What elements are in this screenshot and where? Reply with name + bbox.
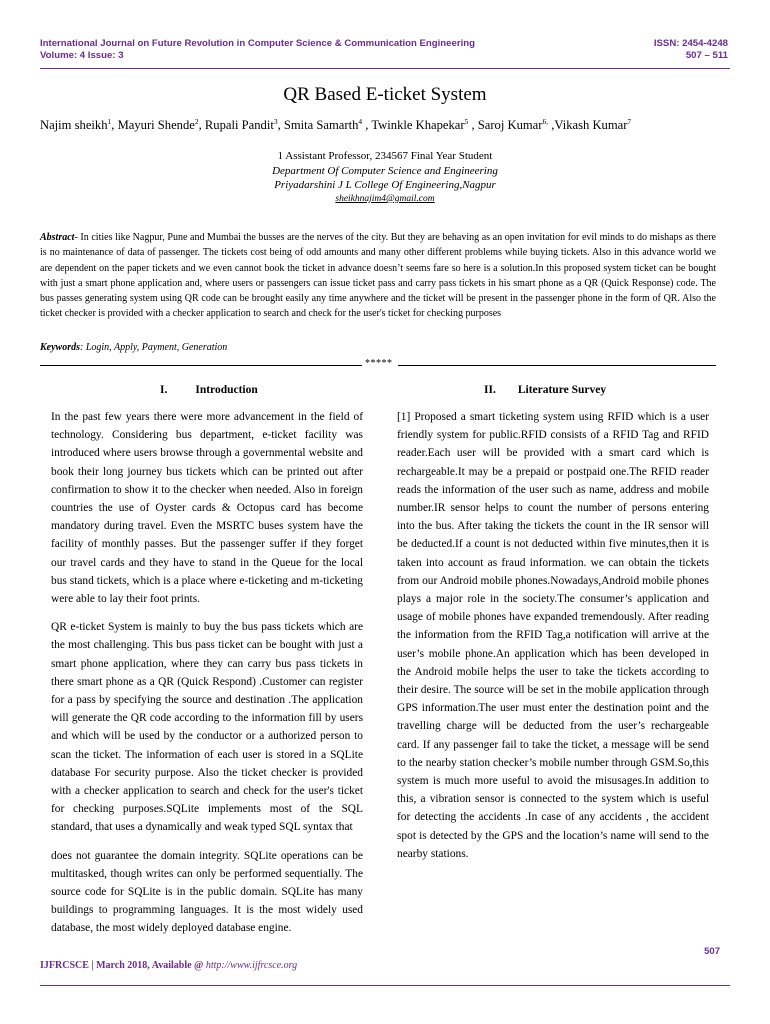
author-separator: , bbox=[277, 118, 284, 133]
section-separator bbox=[40, 359, 716, 371]
journal-issn-block bbox=[654, 38, 728, 62]
separator-stars: ***** bbox=[365, 358, 393, 369]
section-title: Introduction bbox=[195, 384, 258, 396]
author-name: Vikash Kumar bbox=[554, 118, 628, 133]
journal-volume: Volume: 4 Issue: 3 bbox=[40, 50, 124, 61]
department: Department Of Computer Science and Engineering bbox=[272, 165, 498, 177]
introduction-body bbox=[51, 408, 363, 948]
footer bbox=[40, 960, 297, 971]
author-separator: , bbox=[111, 118, 118, 133]
footer-rule bbox=[40, 985, 730, 986]
literature-survey-body bbox=[397, 408, 709, 873]
journal-name: International Journal on Future Revolution in Computer Science & Communication Engineering bbox=[40, 38, 475, 49]
author-separator: , bbox=[548, 118, 555, 133]
abstract-text: In cities like Nagpur, Pune and Mumbai the busses are the nerves of the city. But they are behaving as an open invitation for evil minds to do mishaps as there is no maintenance of data of passenger. The tickets cost being of odd amounts and many other different problems while buying tickets. Also in this advance world we are dependent on the paper tickets and we even cannot book the ticket in advance doesn’t seems fare so here is a solution.In this proposed system ticket can be bought with just a smart phone application and, where users or passengers can issue ticket pass and carry pass tickets in his smart phone as a QR (Quick Response) code. The bus passes generating system using QR code can be brought easily any time anywhere and the ticket will be present in the passenger phone in the form of QR. Also the ticket checker is provided with a checker application to search and check for the user's ticket for checking purposes bbox=[40, 232, 716, 320]
author-superscript: 6, bbox=[542, 117, 549, 126]
author-roles: 1 Assistant Professor, 234567 Final Year Student bbox=[277, 150, 493, 162]
author-separator: , bbox=[362, 118, 372, 133]
paper-title: QR Based E-ticket System bbox=[283, 84, 487, 105]
page-number: 507 bbox=[704, 946, 720, 957]
author-superscript: 2 bbox=[194, 117, 199, 126]
section-title: Literature Survey bbox=[517, 384, 607, 396]
keywords bbox=[40, 342, 227, 353]
journal-header bbox=[40, 38, 475, 62]
author-superscript: 3 bbox=[273, 117, 278, 126]
author-superscript: 5 bbox=[464, 117, 469, 126]
author bbox=[40, 118, 118, 132]
author-superscript: 7 bbox=[627, 117, 632, 126]
separator-line-left bbox=[40, 365, 362, 366]
author-name: Najim sheikh bbox=[40, 118, 108, 133]
author-name: Mayuri Shende bbox=[117, 118, 195, 133]
paragraph: QR e-ticket System is mainly to buy the bus pass tickets which are the most challenging. This bus pass ticket can be bought with just a smart phone application, where they can carry bus pass tickets in there smart phone as a QR (Quick Respond) .Customer can register for a pass by specifying the source and destination .The application will generate the QR code according to the information fill by users and which will be used by the conductor or a authorized person to scan the ticket. The information of each user is stored in a SQLite database For security purpose. Also the ticket checker is provided with a checker application to search and check for the user's ticket for checking purposes.SQLite implements most of the SQL standard, that uses a dynamically and weak typed SQL syntax that bbox=[51, 621, 363, 834]
author-separator: , bbox=[198, 118, 205, 133]
author bbox=[118, 118, 205, 132]
section-number: II. bbox=[484, 384, 496, 396]
journal-issn: ISSN: 2454-4248 bbox=[653, 38, 728, 49]
footer-url[interactable]: http://www.ijfrcsce.org bbox=[205, 960, 298, 971]
abstract-dash: - bbox=[74, 232, 81, 243]
keywords-text: : Login, Apply, Payment, Generation bbox=[80, 342, 228, 353]
abstract bbox=[40, 230, 716, 322]
section-heading-introduction bbox=[160, 384, 258, 396]
author bbox=[284, 118, 371, 132]
author bbox=[478, 118, 555, 132]
paragraph: In the past few years there were more advancement in the field of technology. Considering bus department, e-ticket facility was introduced where users browse through a governmental website and book their long journey bus tickets which can be printed out after confirmation to show it to the checker when needed. Also in foreign countries the use of Oyster cards & Octopus card has become mandatory during travel. Even the MSRTC buses system have the facility of monthly passes. But the passenger suffer if they forget our travel cards and they have to stand in the Queue for the local bus stand tickets, which is a place where e-ticketing and m-ticketing were able to lay their foot prints. bbox=[51, 411, 363, 606]
author-name: Smita Samarth bbox=[283, 118, 359, 133]
author bbox=[371, 118, 477, 132]
author-name: Rupali Pandit bbox=[204, 118, 274, 133]
author-superscript: 1 bbox=[107, 117, 112, 126]
author bbox=[554, 118, 631, 132]
section-heading-literature-survey bbox=[484, 384, 606, 396]
abstract-label: Abstract bbox=[40, 232, 75, 243]
paragraph: does not guarantee the domain integrity. SQLite operations can be multitasked, though writes can only be performed sequentially. The source code for SQLite is in the public domain. SQLite has many buildings to programming languages. It is the most widely used database, the most widely deployed database engine. bbox=[51, 849, 363, 935]
author-separator: , bbox=[468, 118, 478, 133]
author-list bbox=[40, 117, 730, 133]
author bbox=[205, 118, 284, 132]
author-name: Twinkle Khapekar bbox=[371, 118, 465, 133]
email-line bbox=[0, 191, 770, 206]
author-name: Saroj Kumar bbox=[477, 118, 543, 133]
section-number: I. bbox=[160, 384, 168, 396]
author-email[interactable]: sheikhnajim4@gmail.com bbox=[335, 194, 435, 204]
author-superscript: 4 bbox=[358, 117, 363, 126]
college: Priyadarshini J L College Of Engineering,Nagpur bbox=[274, 179, 496, 191]
separator-line-right bbox=[398, 365, 716, 366]
header-rule bbox=[40, 68, 730, 69]
paragraph: [1] Proposed a smart ticketing system using RFID which is a user friendly system for public.RFID consists of a RFID Tag and RFID reader.Each user will be provided with a smart card which is rechargeable.It may be a prepaid or postpaid one.The RFID reader reads the information of the user such as name, address and mobile number.IR sensor helps to count the number of persons entering into the bus. After taking the tickets the count in the IR sensor will be deducted.If a count is not deducted within five minutes,then it is taken into account as fraud information. we can obtain the tickets from our Android mobile phones.Nowadays,Android mobile phones plays a major role in the society.The consumer’s application and usage of mobile phones have expanded tremendously. After reading the information from the RFID Tag,a notification will arrive at the user’s mobile phone.An application which has been developed in the Android mobile helps the user to take the tickets according to their desire. The source will be set in the mobile application through GPS information.The user must enter the destination point and the travelling charge will be deducted from the user’s rechargeable card. If any passenger fail to take the ticket, a message will be send to the nearby station checker’s mobile number through GSM.So,this system is much more useful to avoid the misusages.In addition to this, a vibration sensor is connected to the system which is useful for detecting the accidents .In case of any accidents , the accident spot is detected by the GPS and the location’s name will send to the nearby stations. bbox=[397, 411, 709, 860]
footer-text: IJFRCSCE | March 2018, Available @ bbox=[40, 960, 206, 971]
keywords-label: Keywords bbox=[40, 342, 80, 353]
journal-pages: 507 – 511 bbox=[685, 50, 728, 61]
